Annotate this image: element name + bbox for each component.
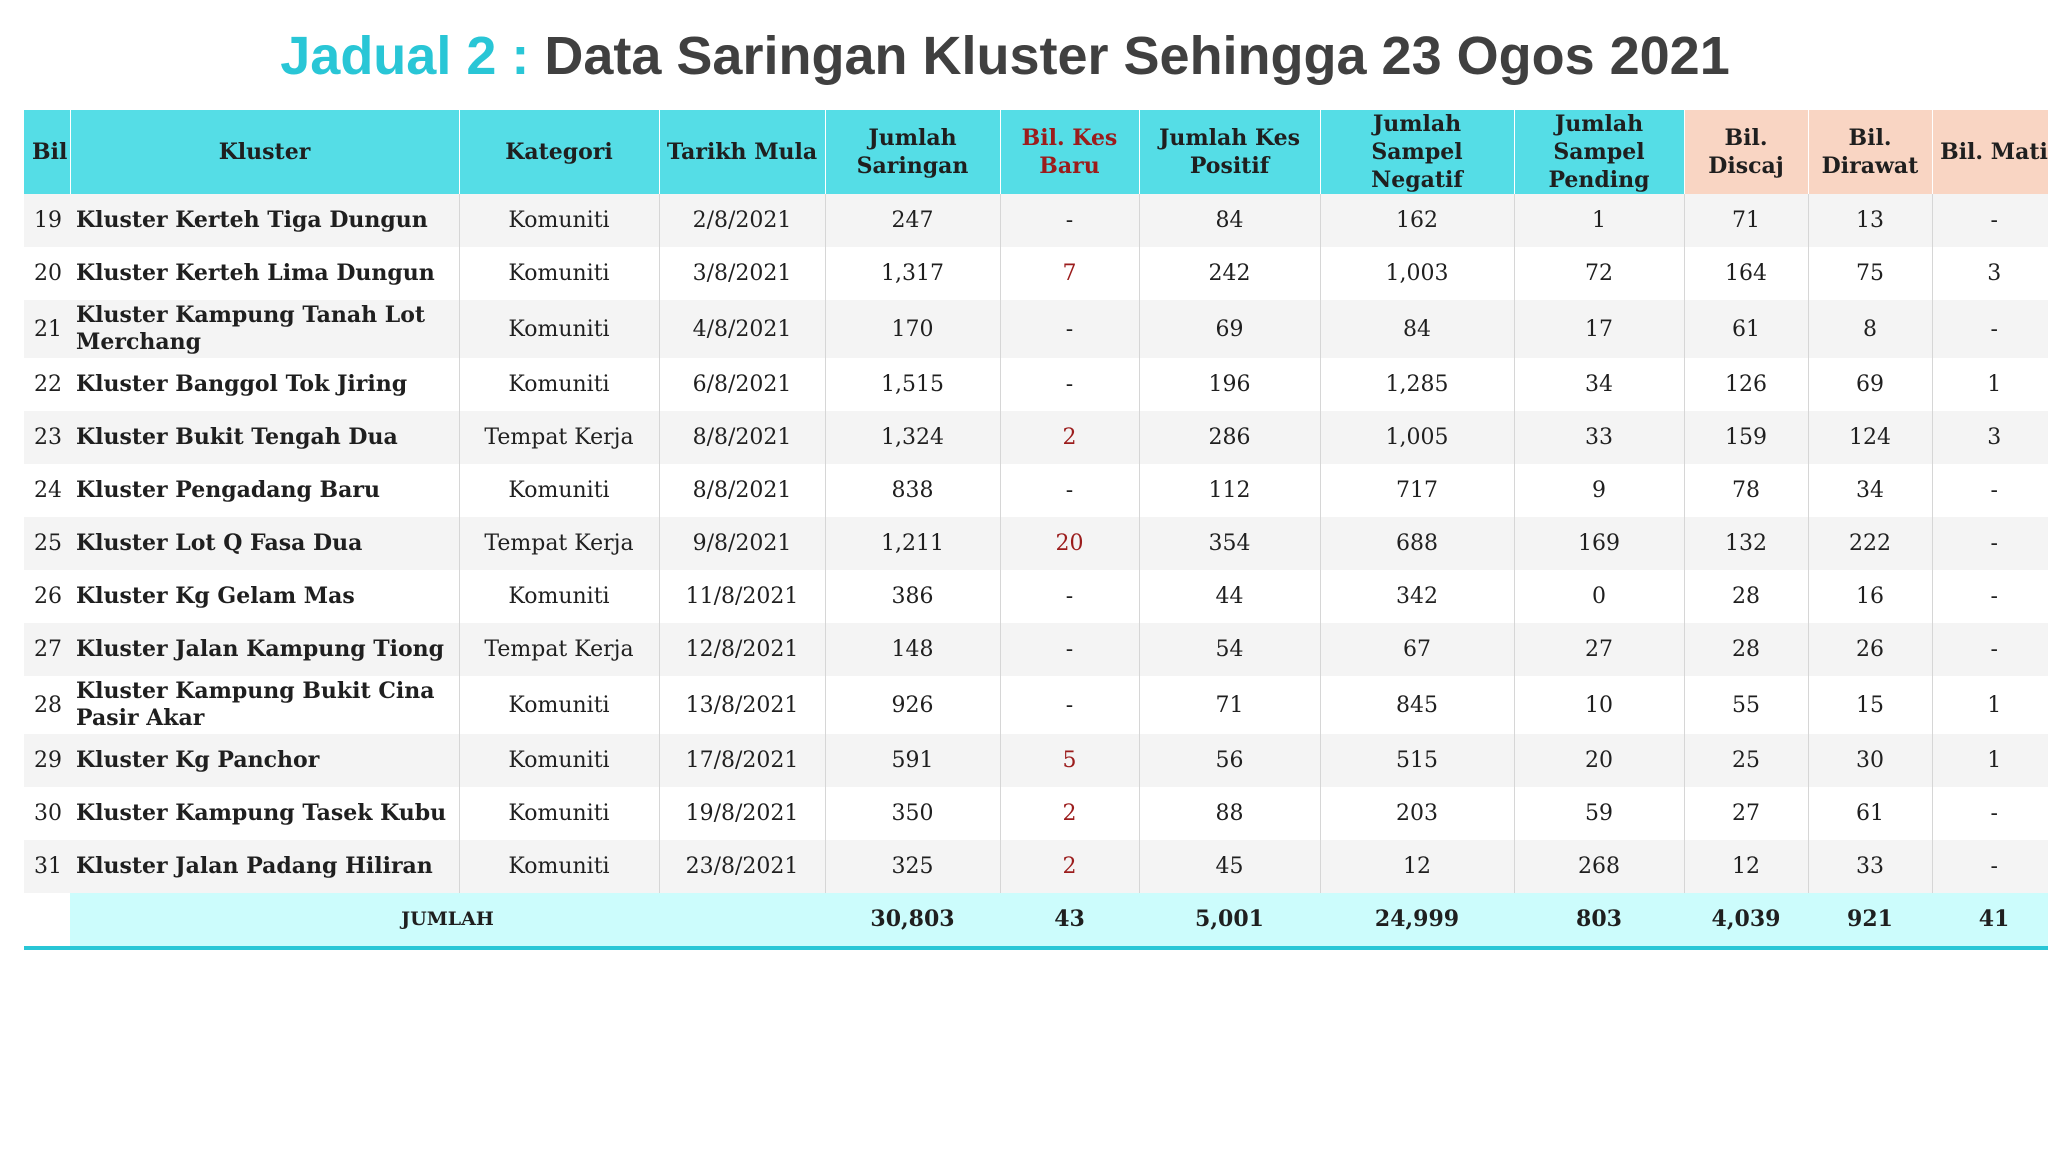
cell-tarikh-mula: 6/8/2021 bbox=[659, 358, 825, 411]
cell-tarikh-mula: 9/8/2021 bbox=[659, 517, 825, 570]
cell-mati: - bbox=[1932, 517, 2048, 570]
cell-sampel-pending: 59 bbox=[1514, 787, 1684, 840]
cell-tarikh-mula: 12/8/2021 bbox=[659, 623, 825, 676]
cell-kes-baru: 5 bbox=[1000, 734, 1139, 787]
page-title bbox=[0, 24, 2010, 88]
cell-kategori: Tempat Kerja bbox=[459, 411, 659, 464]
title-main: Data Saringan Kluster Sehingga 23 Ogos 2021 bbox=[544, 26, 1730, 86]
header-row bbox=[24, 110, 2048, 194]
cell-kes-positif: 71 bbox=[1139, 676, 1320, 734]
cell-tarikh-mula: 3/8/2021 bbox=[659, 247, 825, 300]
cell-sampel-pending: 1 bbox=[1514, 194, 1684, 247]
cell-dirawat: 222 bbox=[1808, 517, 1932, 570]
cell-dirawat: 16 bbox=[1808, 570, 1932, 623]
cell-sampel-pending: 268 bbox=[1514, 840, 1684, 893]
cell-kes-positif: 242 bbox=[1139, 247, 1320, 300]
cell-sampel-pending: 9 bbox=[1514, 464, 1684, 517]
cell-jumlah-saringan: 1,211 bbox=[825, 517, 1000, 570]
total-row bbox=[24, 893, 2048, 948]
cell-bil: 19 bbox=[24, 194, 70, 247]
cell-bil: 30 bbox=[24, 787, 70, 840]
cell-sampel-negatif: 342 bbox=[1320, 570, 1514, 623]
cell-kes-baru: 2 bbox=[1000, 787, 1139, 840]
total-blank bbox=[24, 893, 70, 948]
cell-kes-baru: - bbox=[1000, 300, 1139, 358]
cell-sampel-negatif: 1,285 bbox=[1320, 358, 1514, 411]
cell-kluster: Kluster Bukit Tengah Dua bbox=[70, 411, 459, 464]
cell-jumlah-saringan: 247 bbox=[825, 194, 1000, 247]
cell-dirawat: 30 bbox=[1808, 734, 1932, 787]
cell-jumlah-saringan: 325 bbox=[825, 840, 1000, 893]
cell-sampel-negatif: 84 bbox=[1320, 300, 1514, 358]
cell-kluster: Kluster Jalan Kampung Tiong bbox=[70, 623, 459, 676]
cell-sampel-negatif: 67 bbox=[1320, 623, 1514, 676]
cell-kluster: Kluster Kampung Bukit Cina Pasir Akar bbox=[70, 676, 459, 734]
cell-kluster: Kluster Lot Q Fasa Dua bbox=[70, 517, 459, 570]
cell-mati: - bbox=[1932, 787, 2048, 840]
cell-mati: 1 bbox=[1932, 358, 2048, 411]
cell-kluster: Kluster Jalan Padang Hiliran bbox=[70, 840, 459, 893]
cell-jumlah-saringan: 1,317 bbox=[825, 247, 1000, 300]
cell-mati: - bbox=[1932, 840, 2048, 893]
cell-tarikh-mula: 17/8/2021 bbox=[659, 734, 825, 787]
cell-bil: 22 bbox=[24, 358, 70, 411]
cell-sampel-pending: 34 bbox=[1514, 358, 1684, 411]
cell-kluster: Kluster Kg Panchor bbox=[70, 734, 459, 787]
cell-sampel-negatif: 12 bbox=[1320, 840, 1514, 893]
cell-dirawat: 34 bbox=[1808, 464, 1932, 517]
cell-discaj: 55 bbox=[1684, 676, 1808, 734]
table-row bbox=[24, 247, 2048, 300]
cell-jumlah-saringan: 1,515 bbox=[825, 358, 1000, 411]
cell-mati: - bbox=[1932, 464, 2048, 517]
cell-sampel-negatif: 203 bbox=[1320, 787, 1514, 840]
cell-tarikh-mula: 4/8/2021 bbox=[659, 300, 825, 358]
cell-mati: 3 bbox=[1932, 411, 2048, 464]
cell-kes-positif: 54 bbox=[1139, 623, 1320, 676]
cell-kategori: Komuniti bbox=[459, 570, 659, 623]
cell-kes-baru: - bbox=[1000, 358, 1139, 411]
total-dirawat: 921 bbox=[1808, 893, 1932, 948]
cell-tarikh-mula: 19/8/2021 bbox=[659, 787, 825, 840]
cell-tarikh-mula: 8/8/2021 bbox=[659, 411, 825, 464]
cell-discaj: 27 bbox=[1684, 787, 1808, 840]
cell-sampel-pending: 17 bbox=[1514, 300, 1684, 358]
header-mati: Bil. Mati bbox=[1932, 110, 2048, 194]
cell-kluster: Kluster Kerteh Tiga Dungun bbox=[70, 194, 459, 247]
cell-kes-positif: 84 bbox=[1139, 194, 1320, 247]
cell-jumlah-saringan: 170 bbox=[825, 300, 1000, 358]
cell-kes-positif: 196 bbox=[1139, 358, 1320, 411]
cell-dirawat: 15 bbox=[1808, 676, 1932, 734]
cell-discaj: 132 bbox=[1684, 517, 1808, 570]
total-mati: 41 bbox=[1932, 893, 2048, 948]
cell-sampel-pending: 27 bbox=[1514, 623, 1684, 676]
cell-kes-baru: 2 bbox=[1000, 411, 1139, 464]
header-dirawat: Bil. Dirawat bbox=[1808, 110, 1932, 194]
cell-discaj: 164 bbox=[1684, 247, 1808, 300]
cell-kes-baru: - bbox=[1000, 570, 1139, 623]
cell-kategori: Komuniti bbox=[459, 787, 659, 840]
cell-kes-positif: 44 bbox=[1139, 570, 1320, 623]
cell-kluster: Kluster Pengadang Baru bbox=[70, 464, 459, 517]
cell-jumlah-saringan: 350 bbox=[825, 787, 1000, 840]
cell-bil: 29 bbox=[24, 734, 70, 787]
total-saringan: 30,803 bbox=[825, 893, 1000, 948]
cell-sampel-pending: 20 bbox=[1514, 734, 1684, 787]
cell-kes-baru: - bbox=[1000, 464, 1139, 517]
cell-kategori: Komuniti bbox=[459, 358, 659, 411]
cell-bil: 21 bbox=[24, 300, 70, 358]
cell-discaj: 126 bbox=[1684, 358, 1808, 411]
cell-kes-positif: 354 bbox=[1139, 517, 1320, 570]
total-discaj: 4,039 bbox=[1684, 893, 1808, 948]
table-row bbox=[24, 411, 2048, 464]
cell-sampel-negatif: 717 bbox=[1320, 464, 1514, 517]
header-bil: Bil bbox=[24, 110, 70, 194]
cell-discaj: 28 bbox=[1684, 570, 1808, 623]
header-kes-positif: Jumlah Kes Positif bbox=[1139, 110, 1320, 194]
cell-tarikh-mula: 11/8/2021 bbox=[659, 570, 825, 623]
cell-mati: - bbox=[1932, 300, 2048, 358]
cell-dirawat: 13 bbox=[1808, 194, 1932, 247]
total-label: JUMLAH bbox=[70, 893, 825, 948]
cell-kategori: Komuniti bbox=[459, 734, 659, 787]
cell-sampel-pending: 169 bbox=[1514, 517, 1684, 570]
cell-kes-baru: 7 bbox=[1000, 247, 1139, 300]
cell-mati: - bbox=[1932, 623, 2048, 676]
cell-sampel-negatif: 845 bbox=[1320, 676, 1514, 734]
cell-jumlah-saringan: 1,324 bbox=[825, 411, 1000, 464]
table-row bbox=[24, 194, 2048, 247]
cell-kluster: Kluster Kerteh Lima Dungun bbox=[70, 247, 459, 300]
cell-bil: 24 bbox=[24, 464, 70, 517]
header-jumlah-saringan: Jumlah Saringan bbox=[825, 110, 1000, 194]
header-kes-baru: Bil. Kes Baru bbox=[1000, 110, 1139, 194]
cell-kes-positif: 88 bbox=[1139, 787, 1320, 840]
cell-kategori: Komuniti bbox=[459, 676, 659, 734]
cell-tarikh-mula: 13/8/2021 bbox=[659, 676, 825, 734]
cell-kes-positif: 56 bbox=[1139, 734, 1320, 787]
cell-dirawat: 124 bbox=[1808, 411, 1932, 464]
cell-sampel-negatif: 688 bbox=[1320, 517, 1514, 570]
cell-bil: 25 bbox=[24, 517, 70, 570]
cell-tarikh-mula: 2/8/2021 bbox=[659, 194, 825, 247]
cell-bil: 23 bbox=[24, 411, 70, 464]
table-row bbox=[24, 517, 2048, 570]
cell-discaj: 71 bbox=[1684, 194, 1808, 247]
cell-kluster: Kluster Kampung Tanah Lot Merchang bbox=[70, 300, 459, 358]
cell-jumlah-saringan: 148 bbox=[825, 623, 1000, 676]
cell-kluster: Kluster Kampung Tasek Kubu bbox=[70, 787, 459, 840]
cell-dirawat: 75 bbox=[1808, 247, 1932, 300]
cell-discaj: 28 bbox=[1684, 623, 1808, 676]
total-kes-baru: 43 bbox=[1000, 893, 1139, 948]
cell-kategori: Komuniti bbox=[459, 194, 659, 247]
cell-kes-baru: - bbox=[1000, 194, 1139, 247]
cell-kes-positif: 286 bbox=[1139, 411, 1320, 464]
table-row bbox=[24, 300, 2048, 358]
cell-discaj: 78 bbox=[1684, 464, 1808, 517]
cell-sampel-pending: 0 bbox=[1514, 570, 1684, 623]
cell-mati: - bbox=[1932, 194, 2048, 247]
table-row bbox=[24, 787, 2048, 840]
cell-kategori: Tempat Kerja bbox=[459, 623, 659, 676]
cell-kes-positif: 45 bbox=[1139, 840, 1320, 893]
cell-kes-baru: 2 bbox=[1000, 840, 1139, 893]
table-row bbox=[24, 676, 2048, 734]
cell-kes-baru: 20 bbox=[1000, 517, 1139, 570]
cell-kes-baru: - bbox=[1000, 676, 1139, 734]
cell-kes-baru: - bbox=[1000, 623, 1139, 676]
cell-dirawat: 26 bbox=[1808, 623, 1932, 676]
cell-discaj: 159 bbox=[1684, 411, 1808, 464]
cell-kategori: Komuniti bbox=[459, 247, 659, 300]
total-sampel-negatif: 24,999 bbox=[1320, 893, 1514, 948]
table-row bbox=[24, 570, 2048, 623]
cell-dirawat: 61 bbox=[1808, 787, 1932, 840]
cell-sampel-pending: 10 bbox=[1514, 676, 1684, 734]
cell-bil: 26 bbox=[24, 570, 70, 623]
cell-mati: 3 bbox=[1932, 247, 2048, 300]
cell-sampel-pending: 72 bbox=[1514, 247, 1684, 300]
cell-kes-positif: 112 bbox=[1139, 464, 1320, 517]
cell-kluster: Kluster Banggol Tok Jiring bbox=[70, 358, 459, 411]
cell-sampel-negatif: 1,003 bbox=[1320, 247, 1514, 300]
header-discaj: Bil. Discaj bbox=[1684, 110, 1808, 194]
cell-jumlah-saringan: 838 bbox=[825, 464, 1000, 517]
table-row bbox=[24, 734, 2048, 787]
cell-jumlah-saringan: 386 bbox=[825, 570, 1000, 623]
cell-kluster: Kluster Kg Gelam Mas bbox=[70, 570, 459, 623]
cell-kategori: Komuniti bbox=[459, 464, 659, 517]
cluster-screening-table bbox=[24, 110, 2048, 950]
cell-bil: 27 bbox=[24, 623, 70, 676]
table-row bbox=[24, 623, 2048, 676]
cell-mati: - bbox=[1932, 570, 2048, 623]
cell-mati: 1 bbox=[1932, 676, 2048, 734]
cell-sampel-negatif: 1,005 bbox=[1320, 411, 1514, 464]
cell-dirawat: 33 bbox=[1808, 840, 1932, 893]
table-row bbox=[24, 840, 2048, 893]
cell-sampel-negatif: 515 bbox=[1320, 734, 1514, 787]
header-sampel-negatif: Jumlah Sampel Negatif bbox=[1320, 110, 1514, 194]
cell-jumlah-saringan: 591 bbox=[825, 734, 1000, 787]
cell-sampel-negatif: 162 bbox=[1320, 194, 1514, 247]
cell-discaj: 61 bbox=[1684, 300, 1808, 358]
cell-tarikh-mula: 8/8/2021 bbox=[659, 464, 825, 517]
cell-kategori: Tempat Kerja bbox=[459, 517, 659, 570]
table-row bbox=[24, 358, 2048, 411]
cell-jumlah-saringan: 926 bbox=[825, 676, 1000, 734]
total-kes-positif: 5,001 bbox=[1139, 893, 1320, 948]
table-body bbox=[24, 194, 2048, 893]
table-row bbox=[24, 464, 2048, 517]
header-kluster: Kluster bbox=[70, 110, 459, 194]
cell-bil: 31 bbox=[24, 840, 70, 893]
cell-discaj: 12 bbox=[1684, 840, 1808, 893]
header-sampel-pending: Jumlah Sampel Pending bbox=[1514, 110, 1684, 194]
cell-mati: 1 bbox=[1932, 734, 2048, 787]
cell-dirawat: 8 bbox=[1808, 300, 1932, 358]
header-kategori: Kategori bbox=[459, 110, 659, 194]
total-sampel-pending: 803 bbox=[1514, 893, 1684, 948]
cell-discaj: 25 bbox=[1684, 734, 1808, 787]
cell-bil: 20 bbox=[24, 247, 70, 300]
cell-bil: 28 bbox=[24, 676, 70, 734]
header-tarikh-mula: Tarikh Mula bbox=[659, 110, 825, 194]
title-prefix: Jadual 2 : bbox=[280, 26, 530, 86]
cell-dirawat: 69 bbox=[1808, 358, 1932, 411]
cell-kategori: Komuniti bbox=[459, 300, 659, 358]
cell-tarikh-mula: 23/8/2021 bbox=[659, 840, 825, 893]
cell-sampel-pending: 33 bbox=[1514, 411, 1684, 464]
cell-kes-positif: 69 bbox=[1139, 300, 1320, 358]
cell-kategori: Komuniti bbox=[459, 840, 659, 893]
